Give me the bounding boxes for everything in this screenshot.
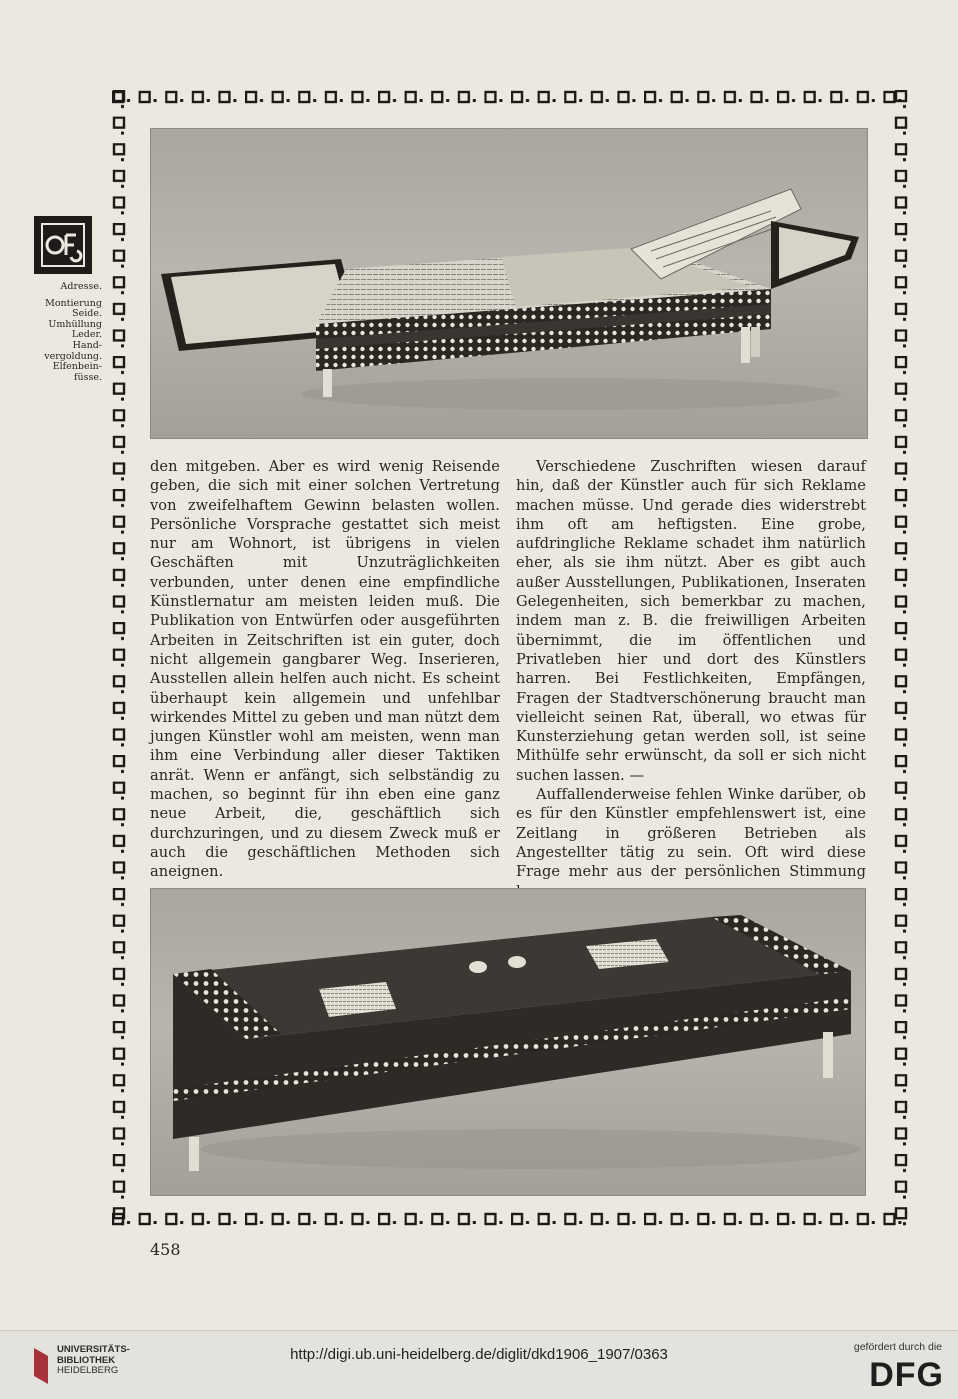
photo-address-folder-open bbox=[150, 128, 868, 439]
caption-line: Montierung bbox=[45, 297, 102, 309]
funding-note: gefördert durch die bbox=[853, 1341, 942, 1353]
caption-line: Hand- bbox=[72, 339, 102, 351]
dfg-logo: DFG bbox=[869, 1356, 944, 1394]
library-line: HEIDELBERG bbox=[57, 1365, 119, 1376]
monogram-icon bbox=[39, 221, 87, 269]
ornament-border-right bbox=[894, 90, 908, 1226]
monogram-logo bbox=[34, 216, 92, 274]
ornament-border-left bbox=[112, 90, 126, 1226]
margin-caption bbox=[36, 282, 102, 383]
caption-line: Seide. bbox=[72, 308, 102, 320]
viewer-footer bbox=[0, 1330, 958, 1399]
text-column-left bbox=[150, 457, 500, 882]
caption-title: Adresse. bbox=[60, 281, 102, 292]
ornament-border-bottom bbox=[112, 1212, 908, 1226]
photo-address-folder-closed bbox=[150, 888, 866, 1196]
page-number: 458 bbox=[150, 1240, 181, 1259]
ornament-border-top bbox=[112, 90, 908, 104]
caption-line: vergoldung. bbox=[44, 350, 102, 362]
caption-line: Elfenbein- bbox=[52, 361, 102, 373]
caption-line: füsse. bbox=[73, 371, 102, 383]
paragraph: Auffallenderweise fehlen Winke darüber, ob es für den Künstler empfehlenswert ist, eine Zeitlang in größeren Betrieben als Angestellter tätig zu sein. Oft wird diese Frage mehr aus der persönlichen Stimmung bbox=[516, 786, 866, 881]
paragraph: Verschiedene Zuschriften wiesen darauf hin, daß der Künstler auch für sich Reklame machen müsse. Und gerade dies widerstrebt ihm oft am heftigsten. Eine grobe, aufdringliche Reklame schadet ihm natürlich eher, als sie ihm nützt. Aber es gibt auch außer Ausstellungen, Publikationen, Inseraten Gelegenheiten, sich bemerkbar zu machen, indem man z. B. die freiwilligen Arbeiten übernimmt, die im öffentlichen und Privatleben hier und dort des Künstlers harren. Bei Festlichkeiten, Empfängen, Fragen der Stadtverschönerung braucht man vielleicht seinen Rat, überall, wo etwas für Kunsterziehung getan werden soll, ist seine Mithülfe sehr erwünscht, da soll er sich nicht suchen lassen. — bbox=[516, 458, 866, 784]
source-url-link[interactable]: http://digi.ub.uni-heidelberg.de/diglit/dkd1906_1907/0363 bbox=[290, 1346, 668, 1363]
caption-line: Umhüllung bbox=[48, 318, 102, 330]
caption-line: Leder. bbox=[71, 329, 102, 341]
paragraph: den mitgeben. Aber es wird wenig Reisende geben, die sich mit einer solchen Vertretung von zweifelhaftem Gewinn belasten wollen. Persönliche Vorsprache gestattet sich meist nur am Wohnort, ist übrigens in vielen Geschäften mit Unzuträglichkeiten verbunden, unter denen eine empfindliche Künstlernatur am meisten leiden muß. Die Publikation von Entwürfen oder ausgeführten Arbeiten in Zeitschriften ist ein guter, doch nicht allgemein gangbarer Weg. Inserieren, Ausstellen allein helfen auch nicht. Es scheint überhaupt kein allgemein und unfehlbar wirkendes Mittel zu geben und man nützt dem jungen Künstler wohl am meisten, wenn man ihm eine Verbindung aller dieser Taktiken anrät. Wenn er anfängt, sich selbständig zu machen, so beginnt für ihn eben eine ganz neue Arbeit, die, geschäftlich sich durchzuringen, und zu diesem Zweck muß er auch die geschäftlichen Methoden sich aneignen. bbox=[150, 458, 500, 881]
library-line: BIBLIOTHEK bbox=[57, 1354, 116, 1366]
library-line: UNIVERSITÄTS- bbox=[57, 1344, 130, 1355]
text-column-right bbox=[516, 457, 866, 901]
